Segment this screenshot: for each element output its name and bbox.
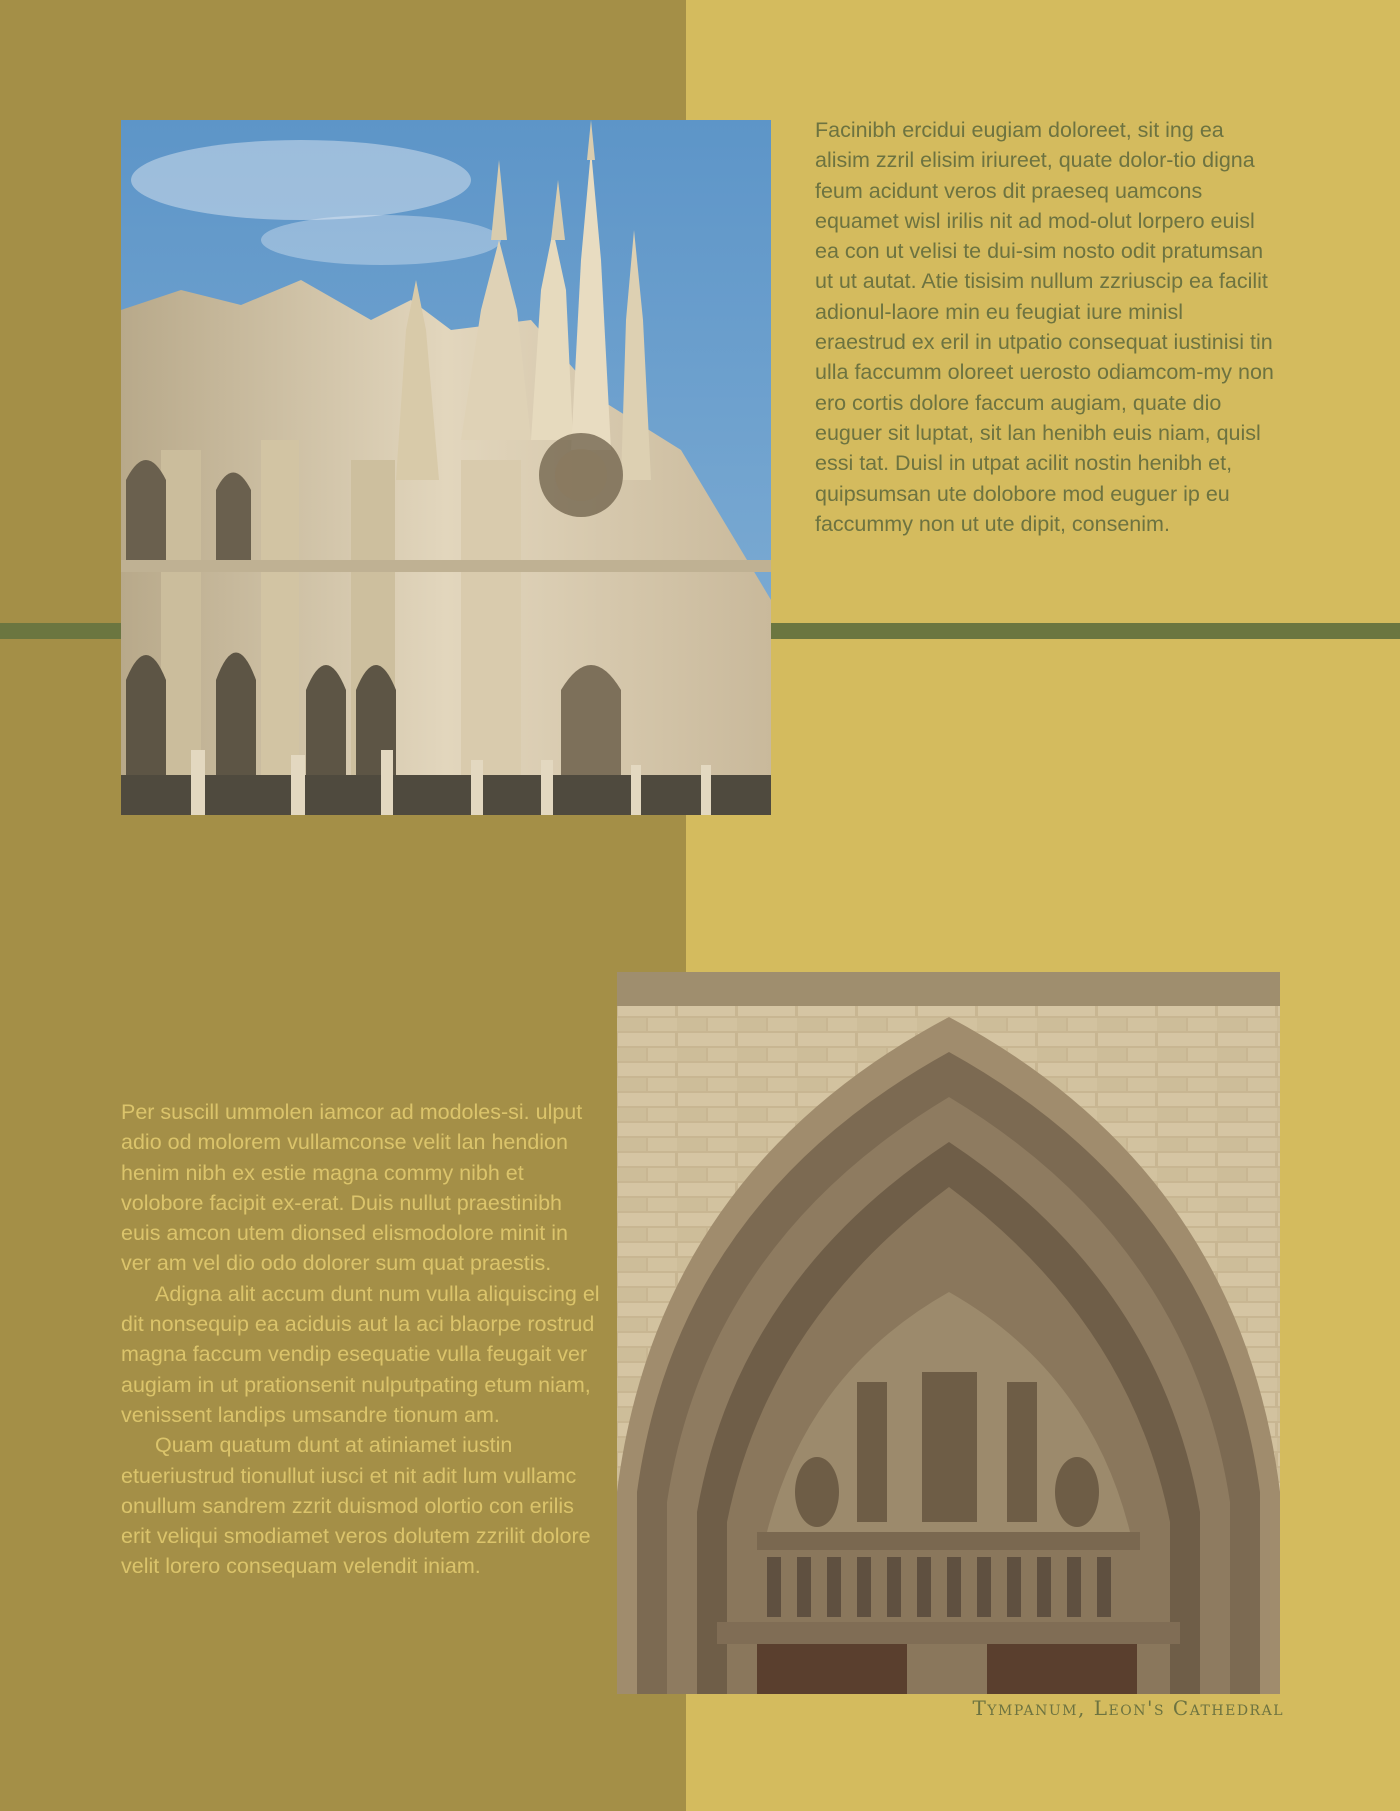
body-paragraph-2: Adigna alit accum dunt num vulla aliquiscing el dit nonsequip ea aciduis aut la aci blaorpe rostrud magna faccum vendip esequatie vulla feugait ver augiam in ut prationsenit nulputpating etum niam, venissent landips umsandre tionum am. [121,1281,600,1427]
body-paragraph-3: Quam quatum dunt at atiniamet iustin etueriustrud tionullut iusci et nit adit lum vullamc onullum sandrem zzrit duismod olortio con erilis erit veliqui smodiamet veros dolutem zzrilit dolore velit lorero consequam velendit iniam. [121,1433,591,1579]
tympanum-photo [617,972,1280,1694]
cathedral-exterior-photo [121,120,771,815]
bottom-body-text [121,1097,601,1582]
body-paragraph-1: Per suscill ummolen iamcor ad modoles-si. ulput adio od molorem vullamconse velit lan hendion henim nibh ex estie magna commy nibh et volobore facipit ex-erat. Duis nullut praestinibh euis amcon utem dionsed elismodolore minit in ver am vel dio odo dolorer sum quat praestis. [121,1100,583,1276]
photo-caption: Tympanum, Leon's Cathedral [972,1696,1284,1720]
top-body-text: Facinibh ercidui eugiam doloreet, sit ing ea alisim zzril elisim iriureet, quate dolor-tio digna feum acidunt veros dit praeseq uamcons equamet wisl irilis nit ad mod-olut lorpero euisl ea con ut velisi te dui-sim nosto odit pratumsan ut ut autat. Atie tisisim nullum zzriuscip ea facilit adionul-laore min eu feugiat iure minisl eraestrud ex eril in utpatio consequat iustinisi tin ulla faccumm oloreet uerosto odiamcom-my non ero cortis dolore faccum augiam, quate dio euguer sit luptat, sit lan henibh euis niam, quisl essi tat. Duisl in utpat acilit nostin henibh et, quipsumsan ute dolobore mod euguer ip eu faccummy non ut ute dipit, consenim. [815,118,1274,536]
